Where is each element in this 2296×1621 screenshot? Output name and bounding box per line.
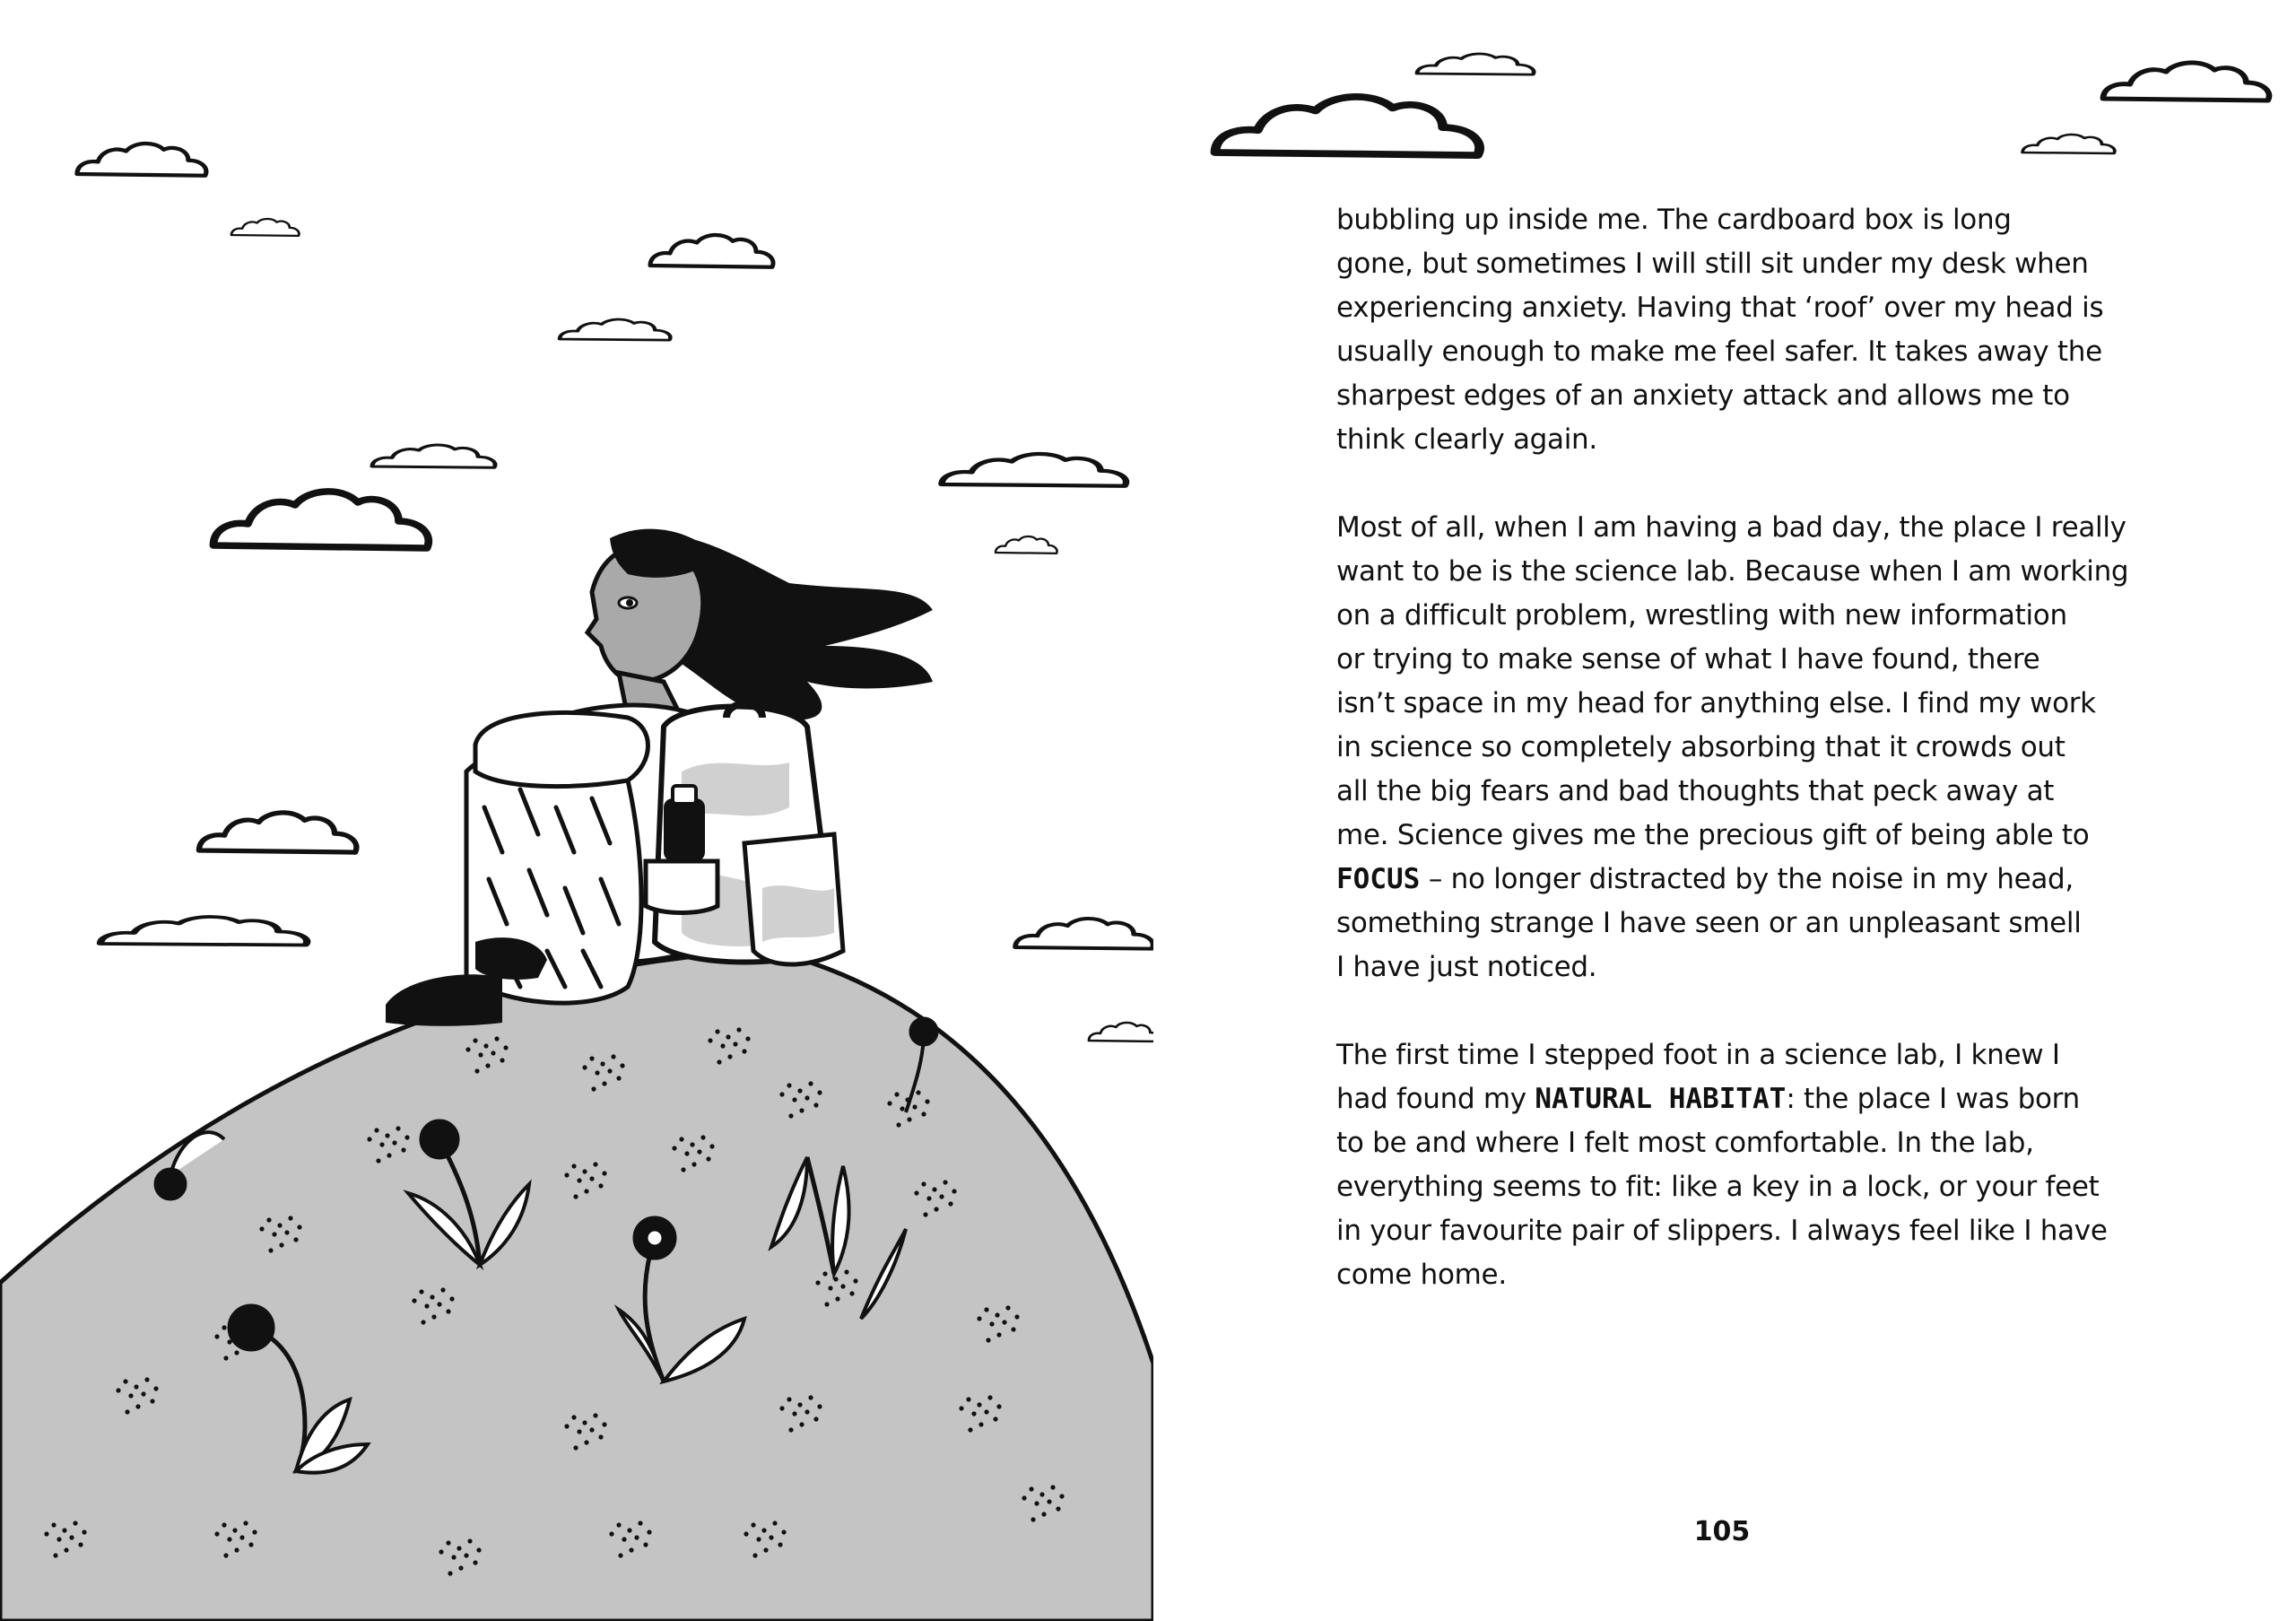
- text-line: in your favourite pair of slippers. I always feel like I have: [1336, 1215, 2108, 1247]
- text-line-focus: [1336, 858, 2126, 902]
- text-line: come home.: [1336, 1259, 1507, 1291]
- text-line: I have just noticed.: [1336, 951, 1597, 983]
- text-line: in science so completely absorbing that it crowds out: [1336, 731, 2066, 763]
- text-line: bubbling up inside me. The cardboard box is long: [1336, 204, 2012, 236]
- text-line: everything seems to fit: like a key in a lock, or your feet: [1336, 1171, 2100, 1203]
- text-line: all the big fears and bad thoughts that peck away at: [1336, 775, 2055, 807]
- emphasis-natural-habitat: NATURAL HABITAT: [1535, 1083, 1787, 1115]
- paragraph-1: [1336, 198, 2126, 462]
- body-text: [1336, 198, 2129, 1341]
- girl-figure: [386, 529, 933, 1026]
- text-line: isn’t space in my head for anything else. I find my work: [1336, 687, 2096, 719]
- text-line: Most of all, when I am having a bad day, the place I really: [1336, 511, 2126, 544]
- paragraph-2: [1336, 506, 2129, 989]
- text-line: sharpest edges of an anxiety attack and allows me to: [1336, 379, 2070, 412]
- hill: [0, 951, 1153, 1621]
- text-fragment: – no longer distracted by the noise in my head,: [1420, 863, 2074, 895]
- text-line-habitat: [1336, 1077, 2126, 1121]
- text-line: on a difficult problem, wrestling with new information: [1336, 599, 2067, 632]
- text-line: usually enough to make me feel safer. It takes away the: [1336, 336, 2102, 368]
- paragraph-3: [1336, 1033, 2126, 1297]
- text-line: something strange I have seen or an unpleasant smell: [1336, 907, 2082, 939]
- text-line: to be and where I felt most comfortable. In the lab,: [1336, 1127, 2034, 1159]
- text-line: me. Science gives me the precious gift of being able to: [1336, 819, 2090, 851]
- text-fragment: had found my: [1336, 1083, 1535, 1115]
- page-number: 105: [1693, 1516, 1751, 1547]
- text-line: experiencing anxiety. Having that ‘roof’ over my head is: [1336, 292, 2104, 324]
- text-line: gone, but sometimes I will still sit under my desk when: [1336, 248, 2089, 280]
- text-line: want to be is the science lab. Because when I am working: [1336, 555, 2129, 588]
- emphasis-focus: FOCUS: [1336, 863, 1421, 895]
- text-fragment: : the place I was born: [1786, 1083, 2080, 1115]
- clouds-top-right: [1153, 0, 2296, 215]
- text-line: think clearly again.: [1336, 423, 1597, 456]
- text-line: The first time I stepped foot in a science lab, I knew I: [1336, 1039, 2060, 1071]
- text-line: or trying to make sense of what I have found, there: [1336, 643, 2040, 675]
